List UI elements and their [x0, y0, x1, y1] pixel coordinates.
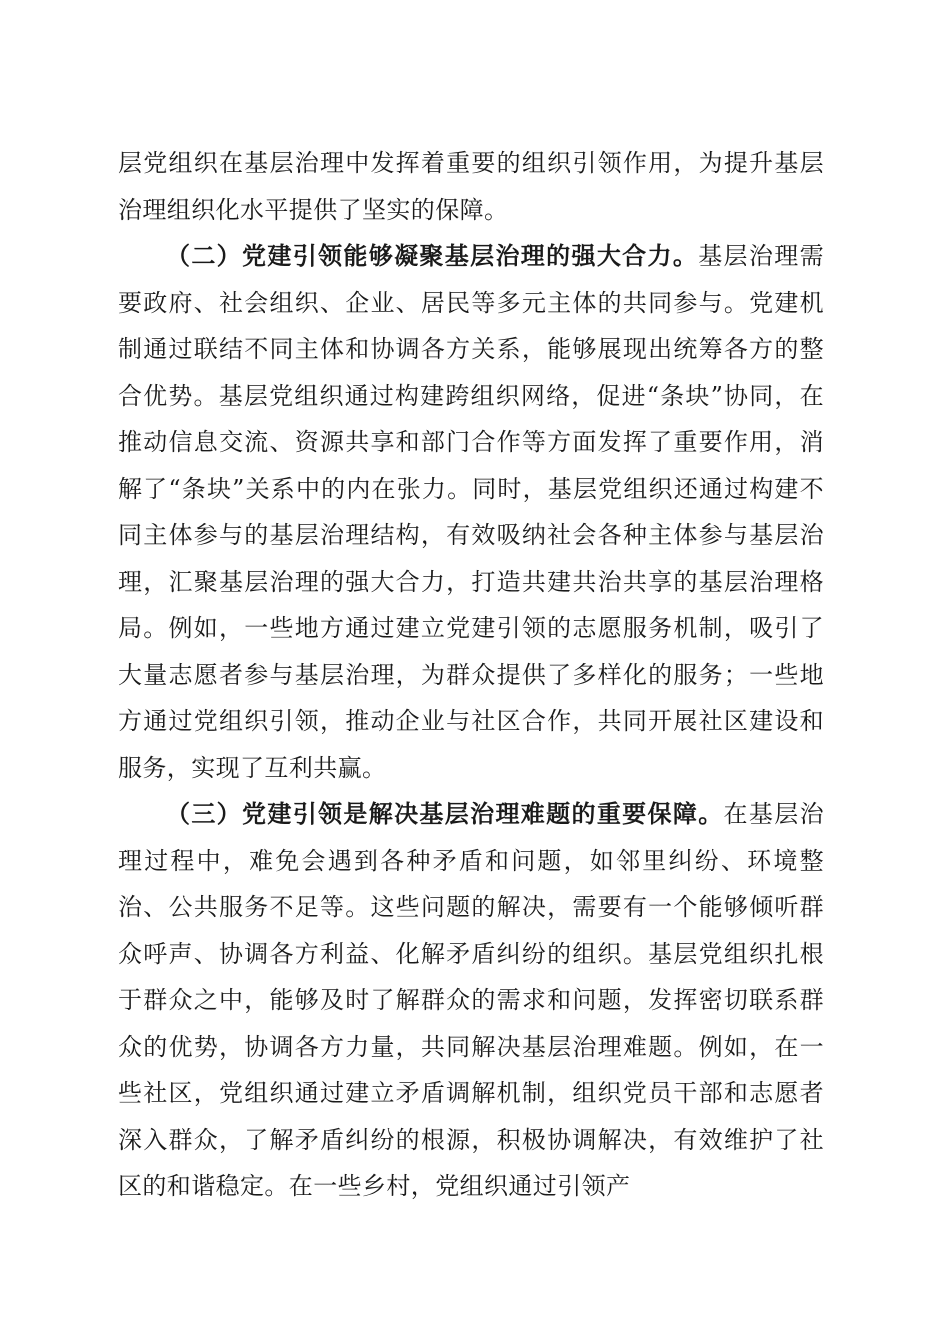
paragraph-section-3 [118, 791, 824, 1210]
document-body [118, 140, 824, 1210]
paragraph-text: 基层治理需要政府、社会组织、企业、居民等多元主体的共同参与。党建机制通过联结不同主体和协调各方关系，能够展现出统筹各方的整合优势。基层党组织通过构建跨组织网络，促进“条块”协同，在推动信息交流、资源共享和部门合作等方面发挥了重要作用，消解了“条块”关系中的内在张力。同时，基层党组织还通过构建不同主体参与的基层治理结构，有效吸纳社会各种主体参与基层治理，汇聚基层治理的强大合力，打造共建共治共享的基层治理格局。例如，一些地方通过建立党建引领的志愿服务机制，吸引了大量志愿者参与基层治理，为群众提供了多样化的服务；一些地方通过党组织引领，推动企业与社区合作，共同开展社区建设和服务，实现了互利共赢。 [118, 242, 824, 782]
paragraph-text: 层党组织在基层治理中发挥着重要的组织引领作用，为提升基层治理组织化水平提供了坚实的保障。 [118, 149, 824, 224]
section-heading: （三）党建引领是解决基层治理难题的重要保障。 [166, 799, 724, 828]
paragraph-text: 在基层治理过程中，难免会遇到各种矛盾和问题，如邻里纠纷、环境整治、公共服务不足等。这些问题的解决，需要有一个能够倾听群众呼声、协调各方利益、化解矛盾纠纷的组织。基层党组织扎根于群众之中，能够及时了解群众的需求和问题，发挥密切联系群众的优势，协调各方力量，共同解决基层治理难题。例如，在一些社区，党组织通过建立矛盾调解机制，组织党员干部和志愿者深入群众，了解矛盾纠纷的根源，积极协调解决，有效维护了社区的和谐稳定。在一些乡村，党组织通过引领产 [118, 800, 824, 1200]
paragraph-continuation [118, 140, 824, 233]
paragraph-section-2 [118, 233, 824, 791]
section-heading: （二）党建引领能够凝聚基层治理的强大合力。 [166, 241, 699, 270]
